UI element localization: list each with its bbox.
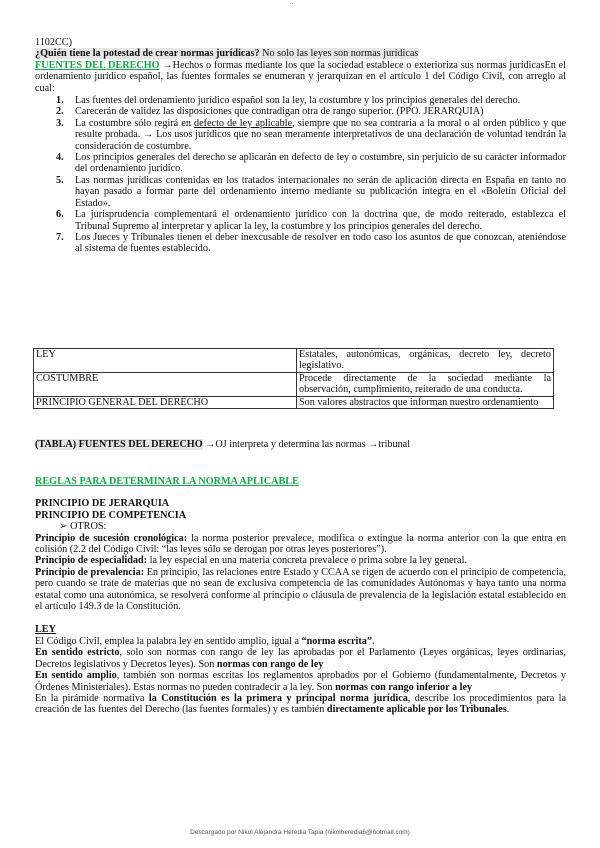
principio-competencia: PRINCIPIO DE COMPETENCIA [35, 509, 187, 521]
prevalencia-label: Principio de prevalencia: [35, 566, 145, 578]
ley-paragraph-1 [35, 636, 566, 647]
list-number: 2. [56, 106, 64, 118]
spacer [35, 487, 566, 498]
table-cell-desc: Estatales, autonómicas, orgánicas, decreto ley, decreto legislativo. [297, 349, 554, 373]
fuentes-label: FUENTES DEL DERECHO [35, 59, 160, 71]
table-cell-name: PRINCIPIO GENERAL DEL DERECHO [34, 396, 297, 408]
list-text-underlined: defecto de ley aplicable [194, 117, 293, 129]
list-text: Carecerán de validez las disposiciones que contradigan otra de rango superior. (PPO. JERARQUIA) [75, 106, 484, 118]
list-item [35, 106, 566, 117]
fuentes-paragraph [35, 60, 566, 94]
list-text: Las fuentes del ordenamiento jurídico español son la ley, la costumbre y los principios generales del derecho. [75, 95, 521, 107]
piramide-paragraph [35, 693, 566, 716]
piramide-pre: En la pirámide normativa [35, 692, 149, 704]
table-row [34, 396, 554, 408]
list-text-post: , siempre que no sea contraria a la moral o al orden público y que resulte probada. → Los usos jurídicos que no sean meramente interpretativos de una declaración de voluntad tendrán la consideración de costumbre. [75, 117, 566, 152]
ley-p1-pre: El Código Civil, emplea la palabra ley en sentido amplio, igual a [35, 635, 302, 647]
list-item [35, 232, 566, 255]
estricto-text: , solo son normas con rango de ley las aprobadas por el Parlamento (Leyes orgánicas, leyes ordinarias, Decretos legislativos y Decretos leyes). Son [35, 647, 566, 670]
table-cell-name: LEY [34, 349, 297, 373]
sucesion-label: Principio de sucesión cronológica: [35, 532, 188, 544]
piramide-mid: , describe los procedimientos para la creación de las fuentes del Derecho (las fuentes formales) y es también [35, 692, 566, 716]
sucesion-text: la norma posterior prevalece, modifica o extingue la norma anterior con la que entra en colisión (2.2 del Código Civil: “las leyes sólo se derogan por otras leyes posteriores”). [35, 532, 567, 556]
section-title: REGLAS PARA DETERMINAR LA NORMA APLICABLE [35, 476, 299, 487]
principio-jerarquia: PRINCIPIO DE JERARQUIA [35, 498, 170, 510]
otros-line [35, 521, 566, 532]
list-number: 7. [56, 231, 64, 243]
piramide-bold: la Constitución es la primera y principal norma jurídica [148, 692, 408, 704]
list-number: 5. [56, 174, 64, 186]
question-rest: No solo las leyes son normas jurídicas [259, 48, 419, 60]
spacer [35, 612, 566, 624]
amplio-text: , también son normas escritas los reglamentos aprobados por el Gobierno (fundamentalmente, Decretos y Órdenes Ministeriales). Estas normas no pueden contradecir a la ley. Son [35, 670, 566, 693]
ley-p1-post: . [371, 635, 375, 647]
ley-title-line [35, 624, 566, 635]
table-caption [35, 439, 410, 450]
list-text: Los principios generales del derecho se aplicarán en defecto de ley o costumbre, sin perjuicio de su carácter informador del ordenamiento jurídico. [75, 152, 566, 175]
list-item [35, 118, 566, 152]
table-row [34, 372, 554, 396]
table-cell-desc: Procede directamente de la sociedad mediante la observación, cumplimiento, reiterado de una conducta. [297, 372, 554, 396]
table-cell-desc: Son valores abstractos que informan nuestro ordenamiento [297, 396, 554, 408]
question-line [35, 48, 566, 59]
reglas-title [35, 476, 566, 487]
fuentes-text2: En el ordenamiento jurídico español, las fuentes formales se enumeran y jerarquizan en el artículo 1 del Código Civil, con arreglo al cual: [35, 59, 566, 94]
estricto-bold2: normas con rango de ley [216, 658, 324, 670]
amplio-paragraph [35, 670, 566, 693]
prevalencia-text: En principio, las relaciones entre Estado y CCAA se rigen de acuerdo con el principio de competencia, pero cuando se trate de materias que no sean de exclusiva competencia de las comunidades Autónomas y haya tanto una norma estatal como una autonómica, se resolverá conforme al principio o cláusula de prevalencia de la legislación estatal establecido en el artículo 149.3 de la Constitución. [35, 566, 566, 613]
otros-label: OTROS: [70, 521, 107, 533]
list-text: Los Jueces y Tribunales tienen el deber inexcusable de resolver en todo caso los asuntos de que conozcan, ateniéndose al sistema de fuentes establecido. [75, 231, 566, 255]
list-text: La jurisprudencia complementará el ordenamiento jurídico con la doctrina que, de modo reiterado, establezca el Tribunal Supremo al interpretar y aplicar la ley, la costumbre y los principios generales del derecho. [75, 209, 566, 232]
fuentes-table [33, 348, 554, 409]
list-number: 6. [56, 209, 64, 221]
especialidad-paragraph [35, 555, 566, 566]
top-mark: ... [290, 0, 296, 6]
especialidad-label: Principio de especialidad: [35, 555, 148, 567]
lower-section [35, 476, 566, 716]
ley-p1-bold: “norma escrita” [301, 635, 372, 647]
question-bold: ¿Quién tiene la potestad de crear normas jurídicas? [35, 48, 260, 60]
table-row [34, 349, 554, 373]
estricto-label: En sentido estricto [35, 647, 120, 659]
list-item [35, 152, 566, 175]
list-text-pre: La costumbre sólo regirá en [75, 117, 195, 129]
list-number: 3. [56, 117, 64, 129]
list-number: 4. [56, 152, 64, 164]
amplio-label: En sentido amplio [35, 670, 117, 682]
prevalencia-paragraph [35, 567, 566, 613]
piramide-bold2: directamente aplicable por los Tribunales [326, 704, 507, 716]
fuentes-text: Hechos o formas mediante los que la sociedad establece o exterioriza sus normas jurídicas [172, 59, 545, 71]
upper-section [35, 37, 566, 255]
fuentes-arrow: → [159, 59, 173, 71]
heading-ref: 1102CC) [35, 37, 72, 48]
list-number: 1. [56, 95, 64, 107]
caption-bold: (TABLA) FUENTES DEL DERECHO [35, 439, 203, 450]
especialidad-text: la ley especial en una materia concreta prevalece o prima sobre la ley general. [147, 555, 467, 567]
table-cell-name: COSTUMBRE [34, 372, 297, 396]
piramide-end: . [506, 704, 510, 716]
rules-list [35, 95, 566, 255]
amplio-bold2: normas con rango inferior a ley [335, 681, 473, 693]
sucesion-paragraph [35, 533, 566, 556]
list-text: Las normas jurídicas contenidas en los tratados internacionales no serán de aplicación directa en España en tanto no hayan pasado a formar parte del ordenamiento interno mediante su publicación íntegra en el «Boletín Oficial del Estado». [75, 174, 566, 209]
caption-rest: →OJ interpreta y determina las normas →tribunal [202, 439, 411, 450]
download-footer: Descargado por Nikol Alejandra Heredia Tapia (nikolheredia6@hotmail.com) [190, 829, 410, 836]
ley-title: LEY [35, 624, 56, 636]
arrow-bullet-icon: ➢ [59, 521, 68, 533]
list-item [35, 209, 566, 232]
estricto-paragraph [35, 647, 566, 670]
list-item [35, 175, 566, 209]
list-item [35, 95, 566, 106]
